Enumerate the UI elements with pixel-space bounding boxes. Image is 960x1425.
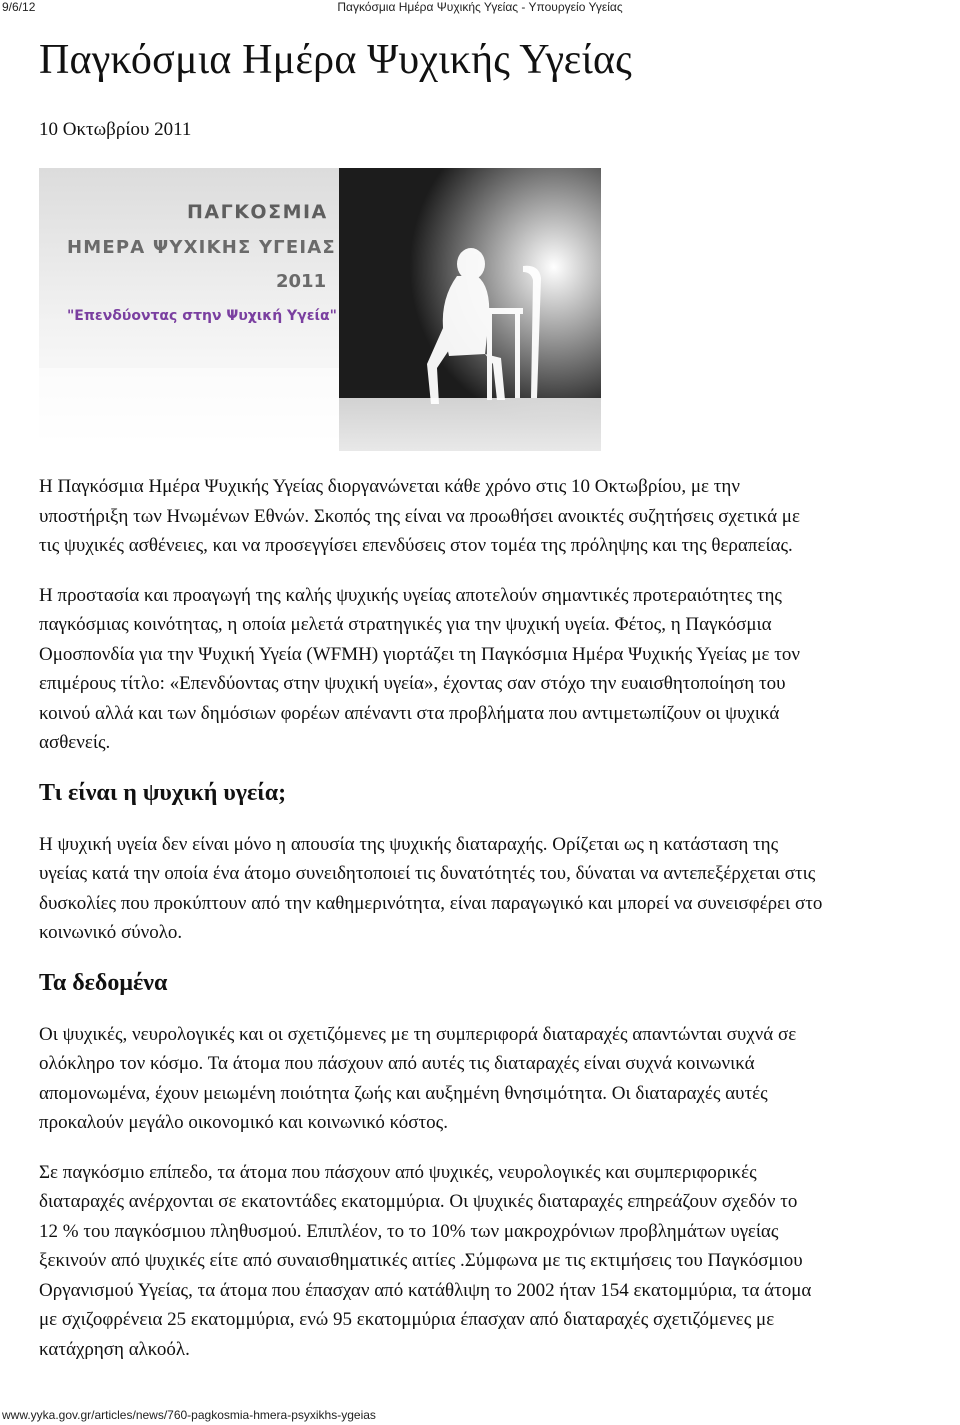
text-line: δυσκολίες που προκύπτουν από την καθημερινότητα, είναι παραγωγικό και μπορεί να συνεισφέρει στο <box>39 892 823 914</box>
text-line: προκαλούν μεγάλο οικονομικό και κοινωνικό κόστος. <box>39 1112 448 1133</box>
text-line: 12 % του παγκόσμιου πληθυσμού. Επιπλέον, το το 10% των μακροχρόνιων προβλημάτων υγείας <box>39 1220 779 1242</box>
text-line: παγκόσμιας κοινότητας, η οποία μελετά στρατηγικές για την ψυχική υγεία. Φέτος, η Παγκόσμια <box>39 614 772 635</box>
text-line: Οργανισμού Υγείας, τα άτομα που έπασχαν από κατάθλιψη το 2002 ήταν 154 εκατομμύρια, τα άτομα <box>39 1279 812 1301</box>
text-line: τις ψυχικές ασθένειες, και να προσεγγίσει επενδύσεις στον τομέα της πρόληψης και της θεραπείας. <box>39 535 793 556</box>
text-line: κατάχρηση αλκοόλ. <box>39 1338 190 1360</box>
text-line: Ομοσπονδία για την Ψυχική Υγεία (WFMH) γιορτάζει τη Παγκόσμια Ημέρα Ψυχικής Υγείας με τον <box>39 643 800 665</box>
paragraph-definition <box>39 830 960 948</box>
banner-line-1: ΠΑΓΚΟΣΜΙΑ <box>187 201 328 223</box>
banner-line-2: ΗΜΕΡΑ ΨΥΧΙΚΗΣ ΥΓΕΙΑΣ <box>67 237 336 258</box>
article-body <box>39 472 960 1384</box>
section-heading-data: Τα δεδομένα <box>39 969 168 996</box>
banner-line-4: "Επενδύοντας στην Ψυχική Υγεία" <box>67 308 337 324</box>
text-line: Η Παγκόσμια Ημέρα Ψυχικής Υγείας διοργανώνεται κάθε χρόνο στις 10 Οκτωβρίου, με την <box>39 476 740 497</box>
section-heading-what-is: Τι είναι η ψυχική υγεία; <box>39 779 287 806</box>
text-line: Οι ψυχικές, νευρολογικές και οι σχετιζόμενες με τη συμπεριφορά διαταραχές απαντώνται συχνά σε <box>39 1023 797 1045</box>
text-line: κοινού αλλά και των δημόσιων φορέων απέναντι στα προβλήματα που αντιμετωπίζουν οι ψυχικά <box>39 702 780 724</box>
paragraph-statistics <box>39 1158 960 1365</box>
text-line: κοινωνικό σύνολο. <box>39 922 183 943</box>
text-line: ασθενείς. <box>39 732 111 753</box>
text-line: ολόκληρο τον κόσμο. Τα άτομα που πάσχουν από αυτές τις διαταραχές είναι συχνά κοινωνικά <box>39 1053 755 1074</box>
article-title: Παγκόσμια Ημέρα Ψυχικής Υγείας <box>39 37 632 83</box>
banner-line-3: 2011 <box>276 271 327 292</box>
paragraph-prevalence <box>39 1020 960 1138</box>
print-footer-url: www.yyka.gov.gr/articles/news/760-pagkosmia-hmera-psyxikhs-ygeias <box>2 1408 376 1422</box>
text-line: υγείας κατά την οποία ένα άτομο συνειδητοποιεί τις δυνατότητές του, δύναται να αντεπεξέρχεται στις <box>39 863 816 884</box>
text-line: επιμέρους τίτλο: «Επενδύοντας στην ψυχική υγεία», έχοντας σαν στόχο την ευαισθητοποίηση του <box>39 673 786 694</box>
text-line: με σχιζοφρένεια 25 εκατομμύρια, ενώ 95 εκατομμύρια έπασχαν από διαταραχές σχετιζόμενες με <box>39 1309 775 1330</box>
article-date: 10 Οκτωβρίου 2011 <box>39 119 192 140</box>
text-line: Η ψυχική υγεία δεν είναι μόνο η απουσία της ψυχικής διαταραχής. Ορίζεται ως η κατάσταση της <box>39 833 779 855</box>
text-line: Η προστασία και προαγωγή της καλής ψυχικής υγείας αποτελούν σημαντικές προτεραιότητες της <box>39 584 782 606</box>
print-date: 9/6/12 <box>2 0 36 14</box>
article-banner-image <box>39 168 601 451</box>
paragraph-intro <box>39 472 960 561</box>
print-page-title: Παγκόσμια Ημέρα Ψυχικής Υγείας - Υπουργείο Υγείας <box>337 0 623 14</box>
text-line: απομονωμένα, έχουν μειωμένη ποιότητα ζωής και αυξημένη θνησιμότητα. Οι διαταραχές αυτές <box>39 1082 768 1104</box>
text-line: ξεκινούν από ψυχικές είτε από συναισθηματικές αιτίες .Σύμφωνα με τις εκτιμήσεις του Παγκόσμιου <box>39 1250 803 1271</box>
paragraph-wfmh <box>39 581 960 758</box>
text-line: διαταραχές ανέρχονται σε εκατοντάδες εκατομμύρια. Οι ψυχικές διαταραχές επηρεάζουν σχεδόν το <box>39 1191 798 1212</box>
text-line: υποστήριξη των Ηνωμένων Εθνών. Σκοπός της είναι να προωθήσει ανοικτές συζητήσεις σχετικά με <box>39 505 800 527</box>
text-line: Σε παγκόσμιο επίπεδο, τα άτομα που πάσχουν από ψυχικές, νευρολογικές και συμπεριφορικές <box>39 1161 757 1183</box>
print-header <box>0 0 960 20</box>
